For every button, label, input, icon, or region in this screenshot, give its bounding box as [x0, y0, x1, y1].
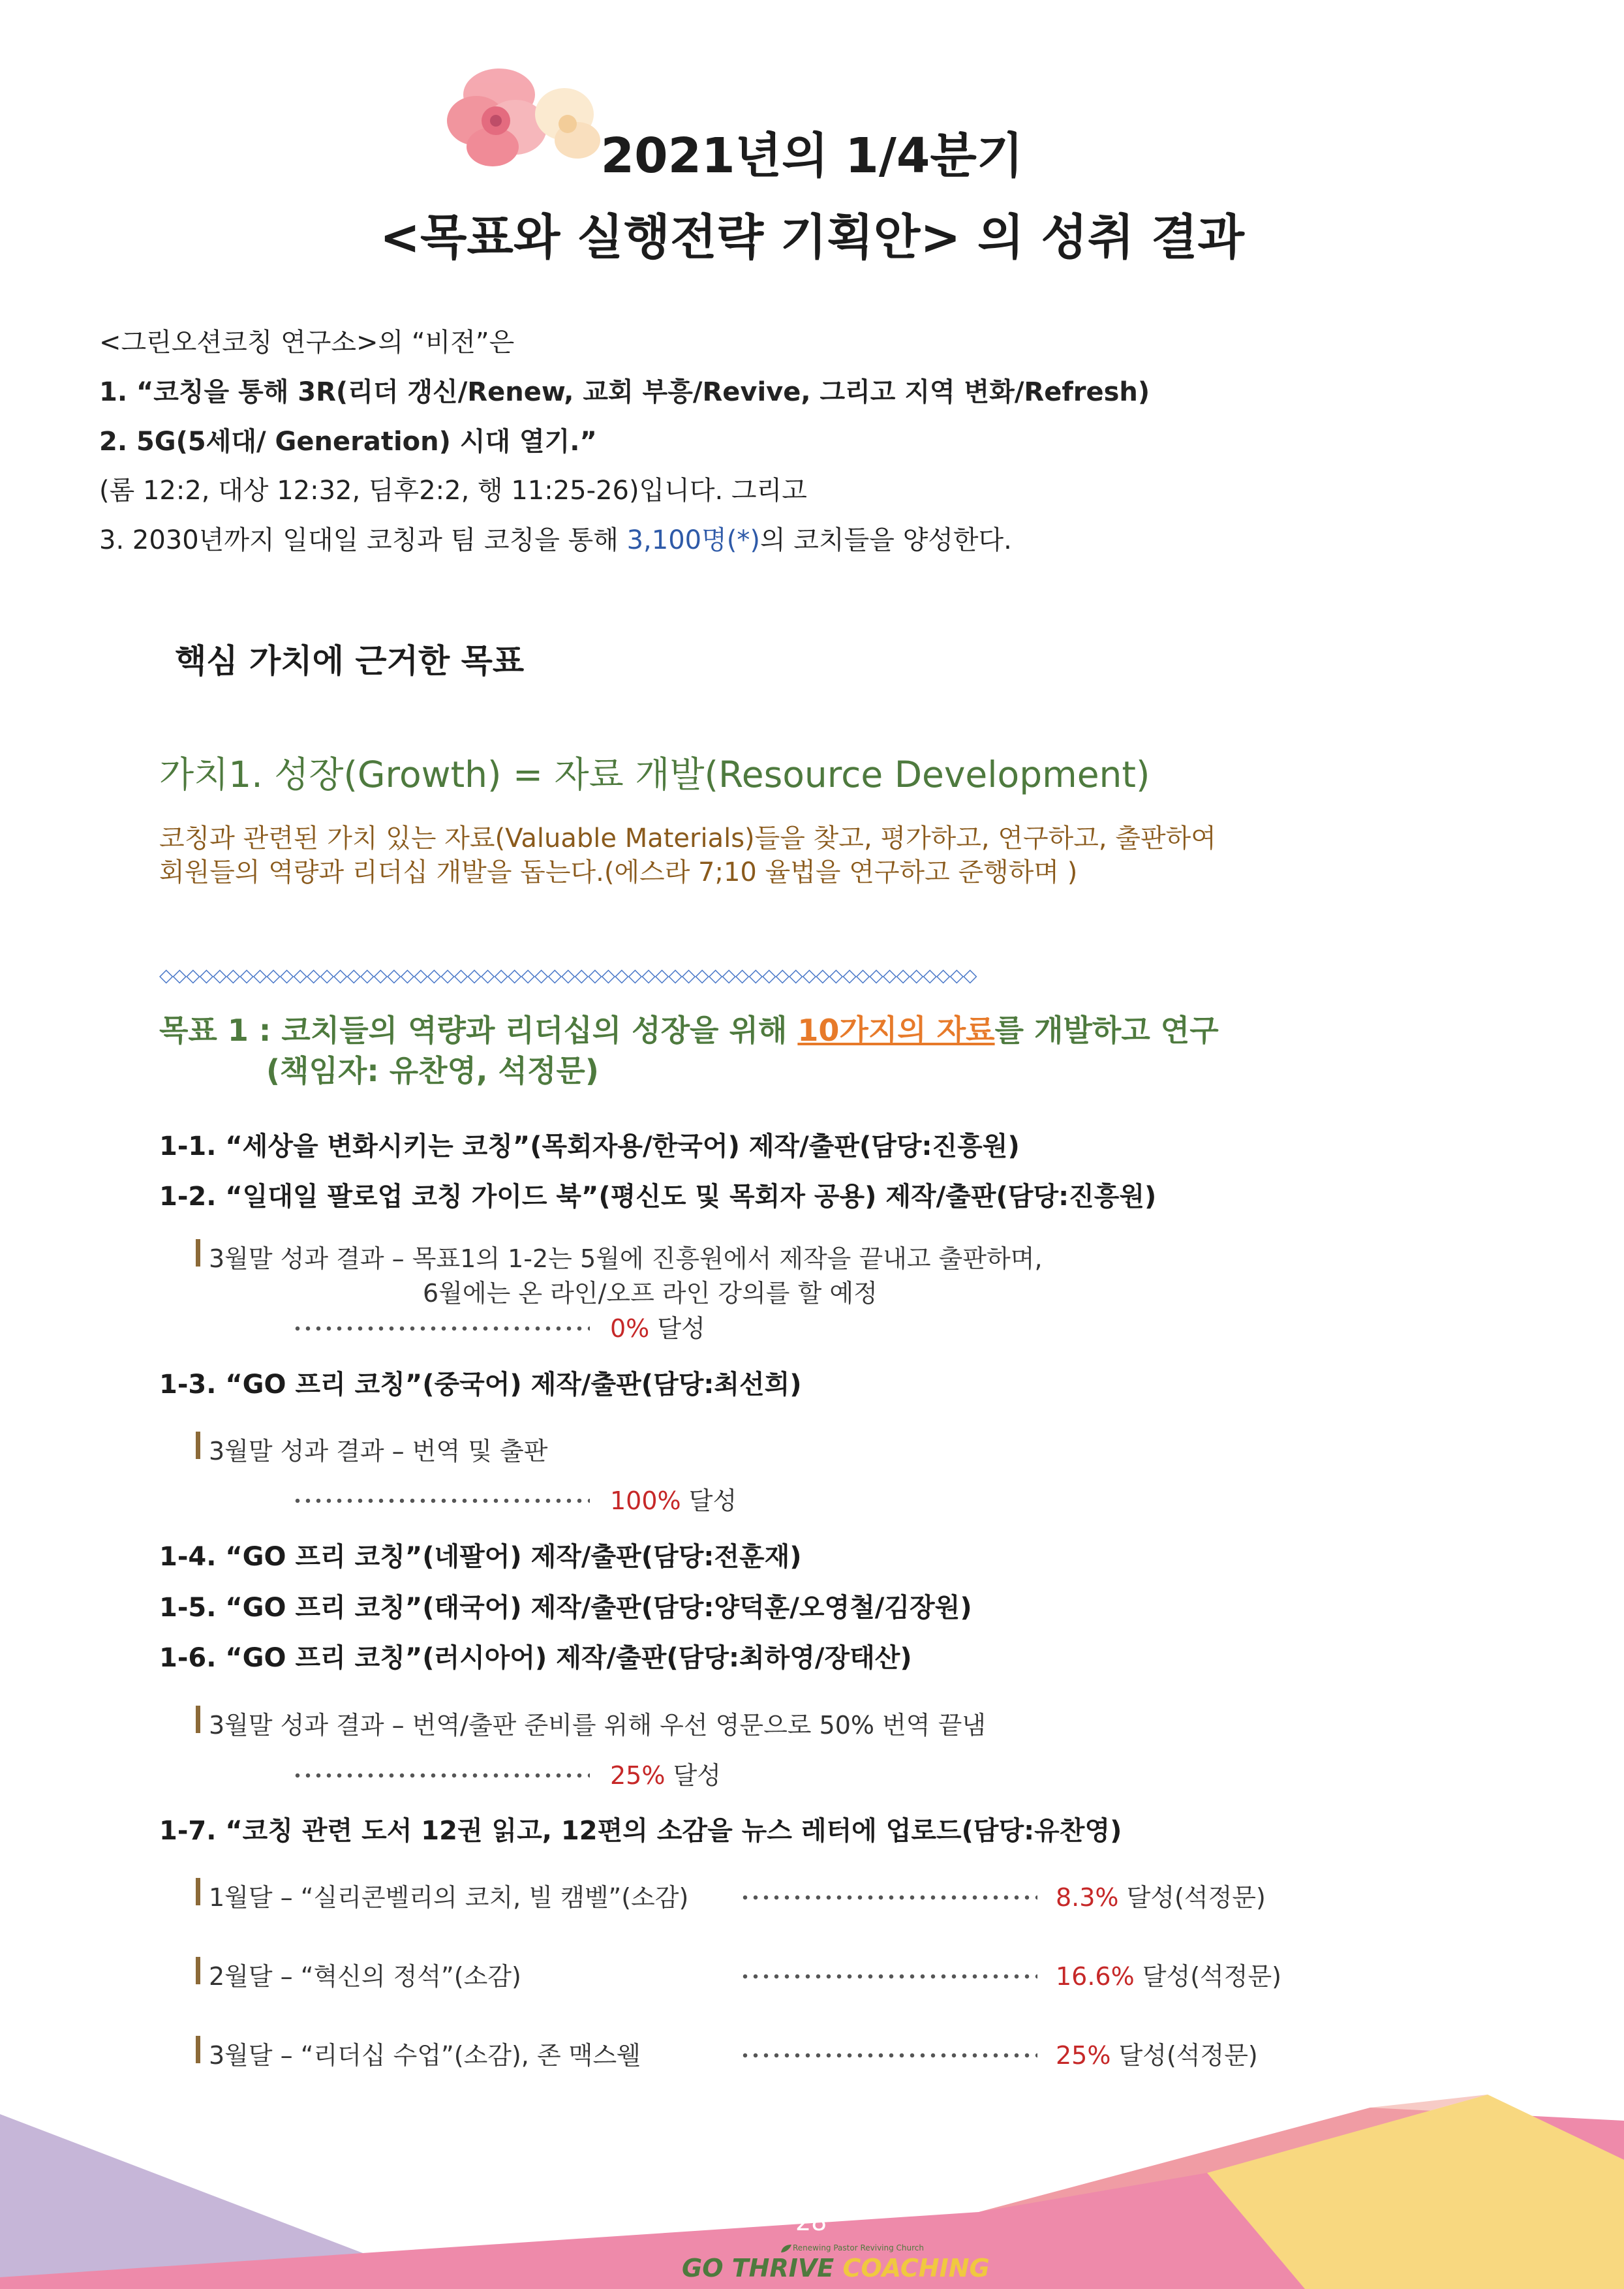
goal1-owners: (책임자: 유찬영, 석정문): [266, 1053, 599, 1088]
dotted-leader: [740, 1895, 1037, 1900]
result-1-6-pct: 25%: [610, 1761, 666, 1790]
value1-heading: 가치1. 성장(Growth) = 자료 개발(Resource Development): [159, 754, 1150, 795]
result-1-2-pct: 0%: [610, 1314, 650, 1343]
month-3-label: 3월달 – “리더십 수업”(소감), 존 맥스웰: [209, 2041, 641, 2070]
vision-line-3: [99, 519, 1012, 557]
result-1-3-line1: 3월말 성과 결과 – 번역 및 출판: [209, 1437, 548, 1466]
item-1-4: 1-4. “GO 프리 코칭”(네팔어) 제작/출판(담당:전훈재): [159, 1542, 802, 1572]
coach-target-count: 3,100명(*): [626, 525, 760, 555]
vision-verses: (롬 12:2, 대상 12:32, 딤후2:2, 행 11:25-26)입니다. 그리고: [99, 476, 807, 506]
result-bar: [196, 1878, 200, 1905]
vision-line-1: 1. “코칭을 통해 3R(리더 갱신/Renew, 교회 부흥/Revive, 그리고 지역 변화/Refresh): [99, 377, 1150, 407]
result-bar: [196, 1706, 200, 1733]
result-1-6-line1: 3월말 성과 결과 – 번역/출판 준비를 위해 우선 영문으로 50% 번역 끝냄: [209, 1711, 987, 1740]
goal1-prefix: 목표 1 : 코치들의 역량과 리더십의 성장을 위해: [159, 1013, 798, 1048]
page-title-line1: 2021년의 1/4분기: [600, 128, 1024, 184]
result-1-2-line2: 6월에는 온 라인/오프 라인 강의를 할 예정: [423, 1279, 878, 1308]
page-number: 28: [795, 2207, 827, 2236]
dotted-leader: [740, 1974, 1037, 1979]
result-bar: [196, 1432, 200, 1459]
vision-line-3-suffix: 의 코치들을 양성한다.: [759, 525, 1012, 555]
item-1-5: 1-5. “GO 프리 코칭”(태국어) 제작/출판(담당:양덕훈/오영철/김장원): [159, 1593, 972, 1623]
month-2-label: 2월달 – “혁신의 정석”(소감): [209, 1962, 521, 1991]
core-values-heading: 핵심 가치에 근거한 목표: [175, 642, 525, 680]
achieved-label: 달성: [688, 1486, 737, 1515]
dotted-leader: [740, 2053, 1037, 2058]
result-bar: [196, 2036, 200, 2063]
result-1-2-line1: 3월말 성과 결과 – 목표1의 1-2는 5월에 진흥원에서 제작을 끝내고 출판하며,: [209, 1244, 1043, 1273]
month-3-tail: 달성(석정문): [1118, 2041, 1258, 2070]
brand-thrive: THRIVE: [731, 2254, 843, 2282]
item-1-2: 1-2. “일대일 팔로업 코칭 가이드 북”(평신도 및 목회자 공용) 제작/출판(담당:진흥원): [159, 1182, 1157, 1212]
month-3-pct: 25%: [1056, 2041, 1111, 2070]
item-1-1: 1-1. “세상을 변화시키는 코칭”(목회자용/한국어) 제작/출판(담당:진흥원): [159, 1131, 1020, 1161]
brand-logo: [682, 2239, 990, 2285]
achieved-label: 달성: [673, 1761, 721, 1790]
vision-intro: <그린오션코칭 연구소>의 “비전”은: [99, 328, 515, 358]
goal1-highlight: 10가지의 자료: [797, 1013, 995, 1048]
goal1-heading: [159, 1007, 1219, 1050]
result-bar: [196, 1239, 200, 1267]
month-2-pct: 16.6%: [1056, 1962, 1135, 1991]
month-3-achievement: [1056, 2035, 1258, 2071]
goal1-suffix: 를 개발하고 연구: [994, 1013, 1219, 1048]
month-2-achievement: [1056, 1956, 1281, 1992]
diamond-divider: ◇◇◇◇◇◇◇◇◇◇◇◇◇◇◇◇◇◇◇◇◇◇◇◇◇◇◇◇◇◇◇◇◇◇◇◇◇◇◇◇◇◇◇◇◇◇◇◇◇◇◇◇◇◇◇◇◇◇◇◇◇: [159, 964, 977, 986]
result-1-3-achievement: [610, 1481, 737, 1516]
item-1-7: 1-7. “코칭 관련 도서 12권 읽고, 12편의 소감을 뉴스 레터에 업로드(담당:유찬영): [159, 1816, 1122, 1846]
page-title-line2: <목표와 실행전략 기획안> 의 성취 결과: [379, 209, 1245, 266]
result-1-2-achievement: [610, 1308, 705, 1344]
brand-go: GO: [682, 2254, 732, 2282]
brand-wordmark: [682, 2254, 990, 2282]
vision-line-3-prefix: 3. 2030년까지 일대일 코칭과 팀 코칭을 통해: [99, 525, 627, 555]
item-1-6: 1-6. “GO 프리 코칭”(러시아어) 제작/출판(담당:최하영/장태산): [159, 1643, 912, 1673]
dotted-leader: [292, 1773, 590, 1778]
brand-coaching: COACHING: [842, 2254, 990, 2282]
month-1-tail: 달성(석정문): [1126, 1883, 1266, 1912]
dotted-leader: [292, 1498, 590, 1503]
month-2-tail: 달성(석정문): [1142, 1962, 1282, 1991]
brand-tagline: Renewing Pastor Reviving Church: [793, 2243, 925, 2252]
month-1-pct: 8.3%: [1056, 1883, 1119, 1912]
value1-desc-line1: 코칭과 관련된 가치 있는 자료(Valuable Materials)들을 찾고, 평가하고, 연구하고, 출판하여: [159, 823, 1216, 853]
value1-desc-line2: 회원들의 역량과 리더십 개발을 돕는다.(에스라 7;10 율법을 연구하고 준행하며 ): [159, 857, 1078, 887]
month-1-label: 1월달 – “실리콘벨리의 코치, 빌 캠벨”(소감): [209, 1883, 689, 1912]
result-1-6-achievement: [610, 1755, 721, 1791]
result-1-3-pct: 100%: [610, 1486, 681, 1515]
item-1-3: 1-3. “GO 프리 코칭”(중국어) 제작/출판(담당:최선희): [159, 1370, 802, 1400]
dotted-leader: [292, 1326, 590, 1331]
leaf-icon: [780, 2243, 793, 2254]
vision-line-2: 2. 5G(5세대/ Generation) 시대 열기.”: [99, 427, 597, 457]
result-bar: [196, 1957, 200, 1984]
month-1-achievement: [1056, 1877, 1266, 1913]
achieved-label: 달성: [657, 1314, 705, 1343]
